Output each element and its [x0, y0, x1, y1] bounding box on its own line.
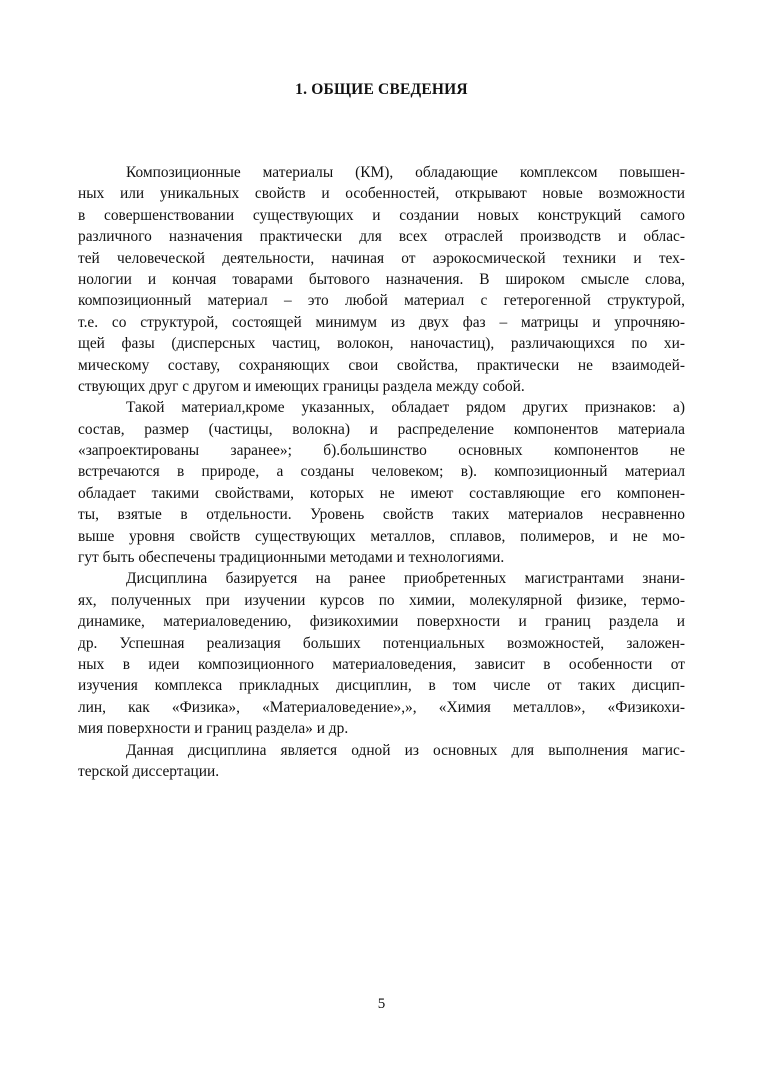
text-line: нологии и кончая товарами бытового назначения. В широком смысле слова, [78, 270, 685, 288]
paragraph [78, 397, 685, 568]
text-line: обладает такими свойствами, которых не имеют составляющие его компонен- [78, 484, 685, 502]
text-line: композиционный материал – это любой материал с гетерогенной структурой, [78, 292, 685, 310]
text-line: щей фазы (дисперсных частиц, волокон, наночастиц), различающихся по хи- [78, 335, 685, 353]
text-line: ных или уникальных свойств и особенностей, открывают новые возможности [78, 185, 685, 203]
text-line: состав, размер (частицы, волокна) и распределение компонентов материала [78, 420, 685, 438]
text-line: т.е. со структурой, состоящей минимум из двух фаз – матрицы и упрочняю- [78, 313, 685, 331]
text-line: Дисциплина базируется на ранее приобретенных магистрантами знани- [126, 570, 685, 588]
text-line: изучения комплекса прикладных дисциплин, в том числе от таких дисцип- [78, 677, 685, 695]
text-line: ных в идеи композиционного материаловедения, зависит в особенности от [78, 655, 685, 673]
text-line: встречаются в природе, а созданы человеком; в). композиционный материал [78, 463, 685, 481]
text-line: гут быть обеспечены традиционными методами и технологиями. [78, 549, 505, 567]
paragraph [78, 162, 685, 397]
text-line: «запроектированы заранее»; б).большинство основных компонентов не [78, 442, 685, 460]
text-line: мическому составу, сохраняющих свои свойства, практически не взаимодей- [78, 356, 685, 374]
document-body [78, 162, 685, 782]
text-line: ях, полученных при изучении курсов по химии, молекулярной физике, термо- [78, 591, 685, 609]
text-line: Такой материал,кроме указанных, обладает рядом других признаков: а) [126, 399, 685, 417]
page-number: 5 [377, 996, 386, 1012]
text-line: в совершенствовании существующих и создании новых конструкций самого [78, 206, 685, 224]
text-line: лин, как «Физика», «Материаловедение»,», «Химия металлов», «Физикохи- [78, 698, 685, 716]
text-line: ствующих друг с другом и имеющих границы раздела между собой. [78, 377, 525, 395]
text-line: др. Успешная реализация больших потенциальных возможностей, заложен- [78, 634, 685, 652]
text-line: различного назначения практически для всех отраслей производств и облас- [78, 228, 685, 246]
text-line: терской диссертации. [78, 762, 220, 780]
text-line: Данная дисциплина является одной из основных для выполнения магис- [126, 741, 685, 759]
section-heading: 1. ОБЩИЕ СВЕДЕНИЯ [295, 81, 468, 98]
text-line: выше уровня свойств существующих металлов, сплавов, полимеров, и не мо- [78, 527, 685, 545]
text-line: Композиционные материалы (КМ), обладающие комплексом повышен- [126, 164, 685, 181]
text-line: динамике, материаловедению, физикохимии поверхности и границ раздела и [78, 613, 685, 631]
paragraph [78, 740, 685, 783]
text-line: ты, взятые в отдельности. Уровень свойств таких материалов несравненно [78, 506, 685, 524]
text-line: мия поверхности и границ раздела» и др. [78, 720, 349, 738]
paragraph [78, 568, 685, 739]
text-line: тей человеческой деятельности, начиная от аэрокосмической техники и тех- [78, 249, 685, 267]
